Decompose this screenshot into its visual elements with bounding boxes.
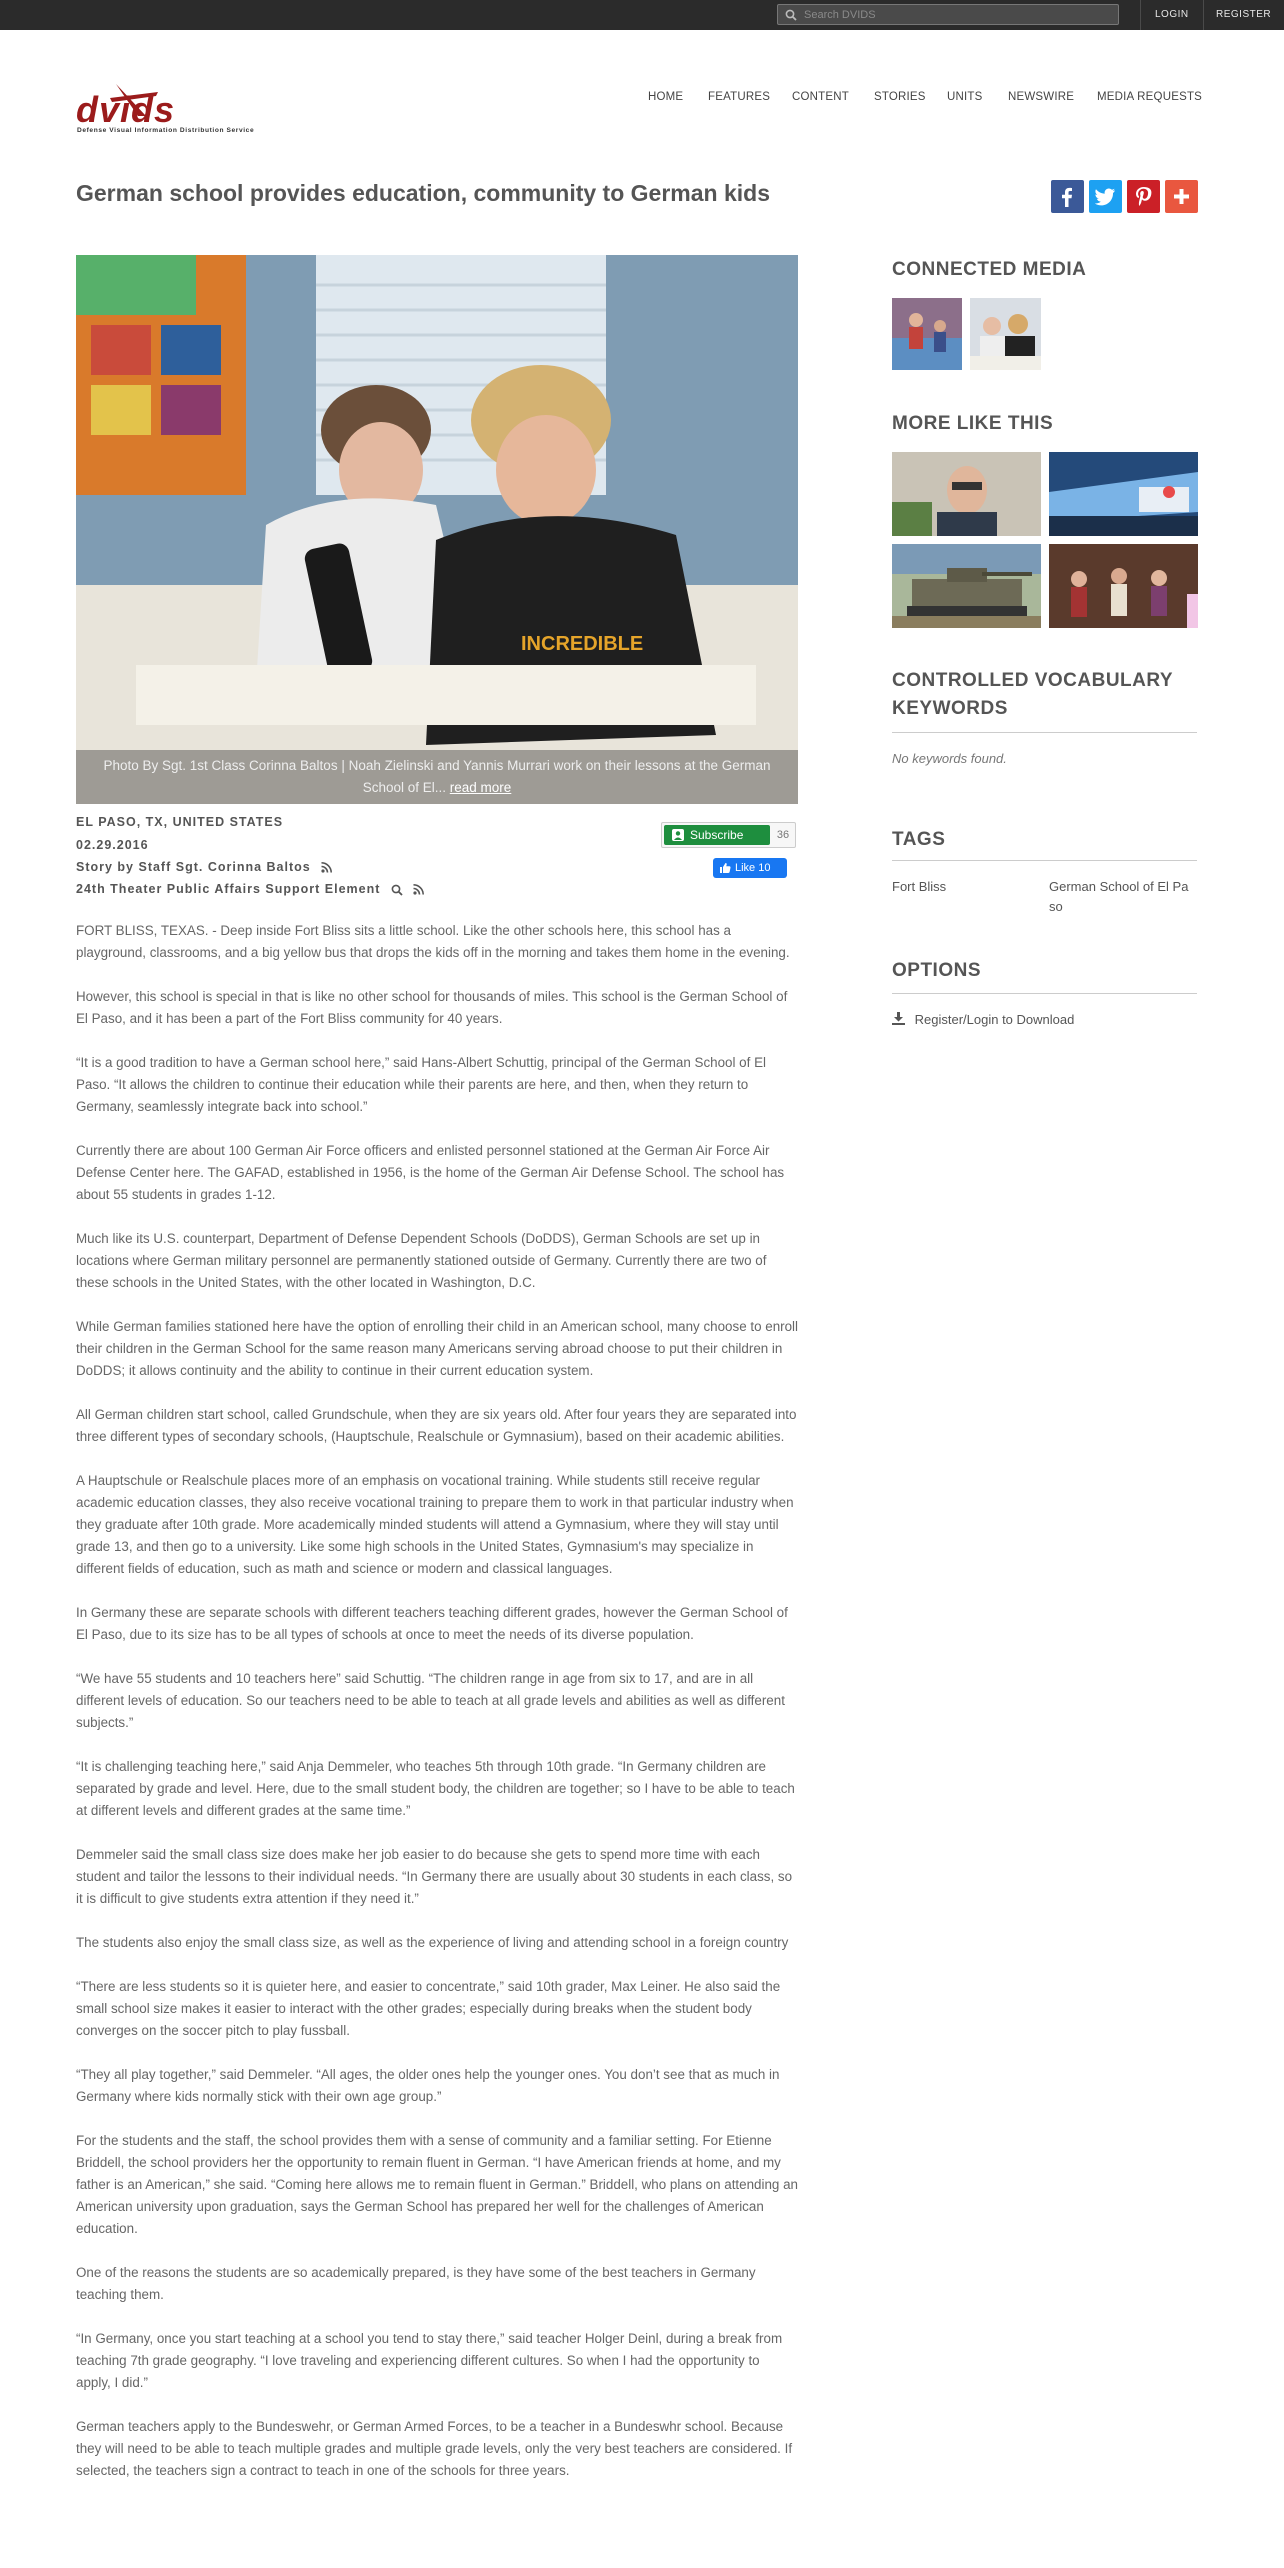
- keywords-heading-line1: CONTROLLED VOCABULARY: [892, 670, 1174, 691]
- nav-newswire[interactable]: NEWSWIRE: [1008, 91, 1075, 103]
- article-paragraph: Much like its U.S. counterpart, Department of Defense Dependent Schools (DoDDS), German Schools are set up in locations where German military personnel are permanently stationed outside of Germany. Currently there are two of these schools in the United States, with the other located in Washington, D.C.: [76, 1231, 767, 1290]
- students-photo: [76, 255, 798, 804]
- more-share-button[interactable]: [1165, 180, 1198, 213]
- article-paragraph: One of the reasons the students are so academically prepared, is they have some of the best teachers in Germany teaching them.: [76, 2265, 756, 2302]
- twitter-icon: [1095, 186, 1116, 207]
- tags-divider: [892, 860, 1197, 861]
- download-icon: [892, 1012, 905, 1025]
- subscribe-label: Subscribe: [690, 828, 744, 842]
- facebook-share-button[interactable]: [1051, 180, 1084, 213]
- connected-media-thumb-1[interactable]: [892, 298, 962, 370]
- facebook-like-button[interactable]: [713, 858, 787, 878]
- article-paragraph: A Hauptschule or Realschule places more of an emphasis on vocational training. While students still receive regular academic education classes, they also receive vocational training to prepare them to work in that particular industry when they graduate after 10th grade. More academically minded students will attend a Gymnasium, where they will stay until grade 13, and then go to a university. Like some high schools in the United States, Gymnasium's may specialize in different fields of education, such as math and science or modern and classical languages.: [76, 1473, 794, 1576]
- search-input[interactable]: [804, 6, 1114, 23]
- article-paragraph: “In Germany, once you start teaching at a school you tend to stay there,” said teacher Holger Deinl, during a break from teaching 7th grade geography. “I love traveling and experiencing different cultures. So when I had the opportunity to apply, I did.”: [76, 2331, 783, 2390]
- connected-media-heading: CONNECTED MEDIA: [892, 259, 1087, 280]
- article-paragraph: “It is challenging teaching here,” said Anja Demmeler, who teaches 5th through 10th grade. “In Germany children are separated by grade and level. Here, due to the small student body, the children are together; so I have to be able to teach at different levels and different grades at the same time.”: [76, 1759, 795, 1818]
- article-paragraph: “There are less students so it is quieter here, and easier to concentrate,” said 10th grader, Max Leiner. He also said the small school size makes it easier to interact with the other grades; especially during breaks when the student body converges on the soccer pitch to play fussball.: [76, 1979, 781, 2038]
- keywords-heading-line2: KEYWORDS: [892, 698, 1008, 719]
- related-thumb-2[interactable]: [1049, 452, 1198, 536]
- related-image: [892, 452, 1041, 536]
- shirt-print: INCREDIBLE: [521, 633, 644, 655]
- tag-german-school[interactable]: German School of El Pa so: [1049, 879, 1189, 914]
- related-image: [892, 544, 1041, 628]
- more-like-this-heading: MORE LIKE THIS: [892, 413, 1054, 434]
- connected-media-image: [970, 298, 1041, 370]
- twitter-share-button[interactable]: [1089, 180, 1122, 213]
- related-thumb-1[interactable]: [892, 452, 1041, 536]
- subscribe-button[interactable]: [664, 825, 770, 845]
- story-unit: [76, 882, 424, 896]
- subscriber-count: 36: [776, 829, 790, 841]
- rss-icon[interactable]: [413, 884, 424, 895]
- no-keywords-text: No keywords found.: [892, 751, 1007, 766]
- subscribe-widget: [661, 822, 796, 848]
- facebook-icon: [1057, 186, 1078, 207]
- keywords-heading: [892, 667, 1173, 723]
- search-icon: [785, 9, 797, 21]
- user-icon: [672, 829, 684, 841]
- options-heading: OPTIONS: [892, 960, 982, 981]
- options-divider: [892, 993, 1197, 994]
- logo-tagline: Defense Visual Information Distribution Service: [77, 127, 255, 134]
- related-image: [1049, 544, 1198, 628]
- like-label: Like 10: [735, 862, 771, 874]
- nav-stories[interactable]: STORIES: [874, 91, 926, 103]
- nav-home[interactable]: HOME: [648, 91, 684, 103]
- register-link[interactable]: REGISTER: [1216, 9, 1272, 20]
- keywords-divider: [892, 732, 1197, 733]
- pinterest-share-button[interactable]: [1127, 180, 1160, 213]
- page-title: German school provides education, community to German kids: [76, 180, 770, 206]
- top-divider: [1203, 0, 1204, 30]
- story-date: 02.29.2016: [76, 838, 149, 852]
- article-paragraph: In Germany these are separate schools with different teachers teaching different grades, however the German School of El Paso, due to its size has to be all types of schools at once to meet the needs of its diverse population.: [76, 1605, 788, 1642]
- search-box[interactable]: [777, 4, 1119, 25]
- related-thumb-3[interactable]: [892, 544, 1041, 628]
- pinterest-icon: [1133, 186, 1154, 207]
- article-paragraph: FORT BLISS, TEXAS. - Deep inside Fort Bliss sits a little school. Like the other schools here, this school has a playground, classrooms, and a big yellow bus that drops the kids off in the morning and takes them home in the evening.: [76, 923, 790, 960]
- plus-icon: [1171, 186, 1192, 207]
- login-link[interactable]: LOGIN: [1155, 9, 1189, 20]
- tag-fort-bliss[interactable]: Fort Bliss: [892, 879, 947, 894]
- search-icon[interactable]: [391, 884, 403, 896]
- article-paragraph: “We have 55 students and 10 teachers here” said Schuttig. “The children range in age from six to 17, and are in all different levels of education. So our teachers need to be able to teach at all grade levels and abilities as well as different subjects.”: [76, 1671, 785, 1730]
- article-paragraph: For the students and the staff, the school provides them with a sense of community and a familiar setting. For Etienne Briddell, the school providers her the opportunity to remain fluent in German. “I have American friends at home, and my father is an American,” she said. “Coming here allows me to remain fluent in German.” Briddell, who plans on attending an American university upon graduation, says the German School has prepared her well for the challenges of American education.: [76, 2133, 798, 2236]
- connected-media-image: [892, 298, 962, 370]
- download-link[interactable]: [892, 1010, 1074, 1030]
- story-byline: [76, 860, 332, 874]
- nav-units[interactable]: UNITS: [947, 91, 983, 103]
- top-divider: [1140, 0, 1141, 30]
- article-paragraph: Demmeler said the small class size does make her job easier to do because she gets to spend more time with each student and tailor the lessons to their individual needs. “In Germany there are usually about 30 students in each class, so it is difficult to give students extra attention if they need it.”: [76, 1847, 793, 1906]
- article-paragraph: The students also enjoy the small class size, as well as the experience of living and attending school in a foreign country: [76, 1935, 789, 1950]
- article-body: [76, 920, 798, 2504]
- caption-text: Photo By Sgt. 1st Class Corinna Baltos | Noah Zielinski and Yannis Murrari work on their lessons at the German School of El...: [103, 758, 771, 795]
- article-paragraph: However, this school is special in that is like no other school for thousands of miles. This school is the German School of El Paso, and it has been a part of the Fort Bliss community for 40 years.: [76, 989, 788, 1026]
- thumbs-up-icon: [719, 862, 731, 874]
- article-paragraph: “They all play together,” said Demmeler. “All ages, the older ones help the younger ones. You don’t see that as much in Germany where kids normally stick with their own age group.”: [76, 2067, 780, 2104]
- nav-content[interactable]: CONTENT: [792, 91, 849, 103]
- related-image: [1049, 452, 1198, 536]
- unit-text[interactable]: 24th Theater Public Affairs Support Element: [76, 882, 381, 896]
- story-photo[interactable]: [76, 255, 798, 804]
- article-paragraph: While German families stationed here have the option of enrolling their child in an American school, many choose to enroll their children in the German School for the same reason many Americans serving abroad choose to put their children in DoDDS; it allows continuity and the ability to continue in their current education system.: [76, 1319, 798, 1378]
- photo-caption: [76, 750, 798, 804]
- read-more-link[interactable]: read more: [449, 780, 512, 795]
- connected-media-thumb-2[interactable]: [970, 298, 1041, 370]
- article-paragraph: “It is a good tradition to have a German school here,” said Hans-Albert Schuttig, principal of the German School of El Paso. “It allows the children to continue their education while their parents are here, and then, when they return to Germany, seamlessly integrate back into school.”: [76, 1055, 766, 1114]
- story-location: EL PASO, TX, UNITED STATES: [76, 815, 284, 829]
- related-thumb-4[interactable]: [1049, 544, 1198, 628]
- article-paragraph: Currently there are about 100 German Air Force officers and enlisted personnel stationed at the German Air Force Air Defense Center here. The GAFAD, established in 1956, is the home of the German Air Defense School. The school has about 55 students in grades 1-12.: [76, 1143, 785, 1202]
- rss-icon[interactable]: [321, 862, 332, 873]
- tags-heading: TAGS: [892, 829, 946, 850]
- download-label: Register/Login to Download: [914, 1012, 1075, 1027]
- byline-text[interactable]: Story by Staff Sgt. Corinna Baltos: [76, 860, 311, 874]
- dvids-logo[interactable]: [76, 82, 334, 134]
- logo-wordmark: dvids: [76, 89, 176, 130]
- nav-features[interactable]: FEATURES: [708, 91, 771, 103]
- nav-media-requests[interactable]: MEDIA REQUESTS: [1097, 91, 1203, 103]
- article-paragraph: All German children start school, called Grundschule, when they are six years old. After four years they are separated into three different types of secondary schools, (Hauptschule, Realschule or Gymnasium), based on their academic abilities.: [76, 1407, 797, 1444]
- article-paragraph: German teachers apply to the Bundeswehr, or German Armed Forces, to be a teacher in a Bundeswhr school. Because they will need to be able to teach multiple grades and multiple grade levels, only the very best teachers are considered. If selected, the teachers sign a contract to teach in one of the schools for three years.: [76, 2419, 793, 2478]
- top-bar: [0, 0, 1284, 30]
